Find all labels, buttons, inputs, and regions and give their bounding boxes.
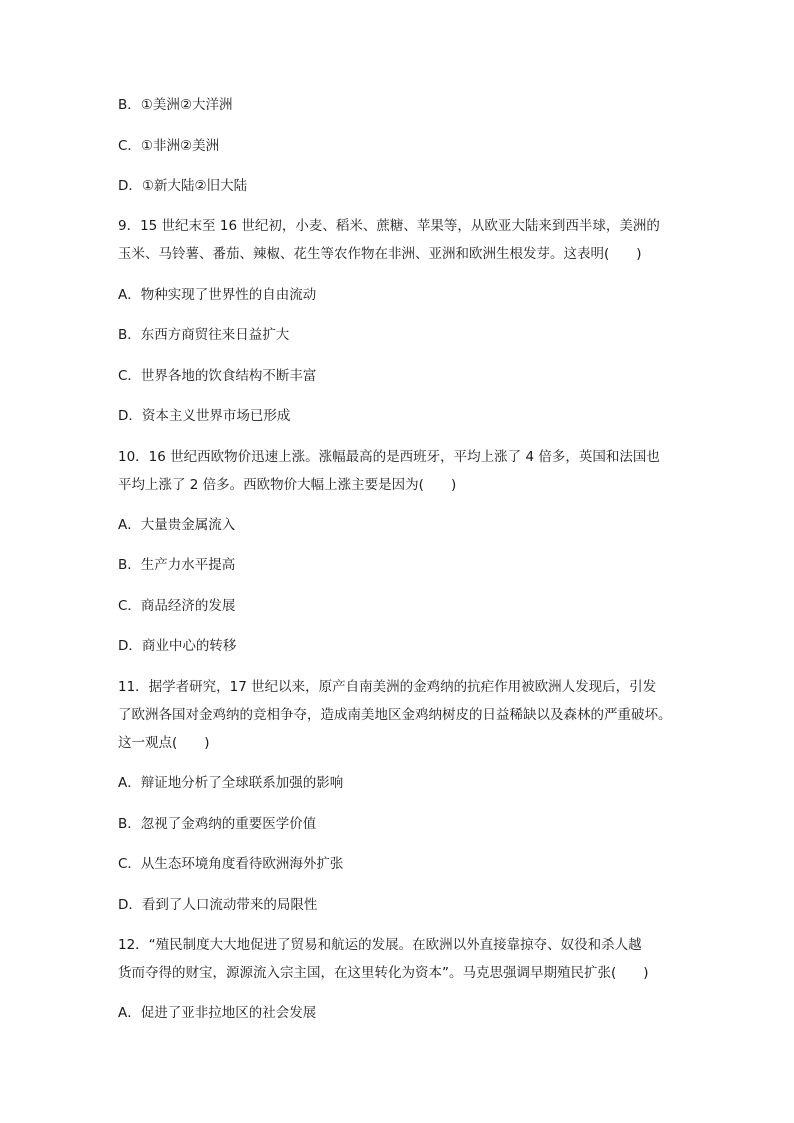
question-11-stem: 了欧洲各国对金鸡纳的竞相争夺，造成南美地区金鸡纳树皮的日益稀缺以及森林的严重破坏。 (118, 707, 672, 723)
option-b: B．①美洲②大洋洲 (118, 97, 233, 113)
question-11-stem: 这一观点( ) (118, 735, 210, 751)
option-c: C．①非洲②美洲 (118, 138, 220, 154)
question-12-option-a: A．促进了亚非拉地区的社会发展 (118, 1005, 317, 1021)
option-d: D．①新大陆②旧大陆 (118, 178, 248, 194)
question-9-stem: 玉米、马铃薯、番茄、辣椒、花生等农作物在非洲、亚洲和欧洲生根发芽。这表明( ) (118, 246, 642, 262)
question-10-option-b: B．生产力水平提高 (118, 557, 236, 573)
question-11-option-c: C．从生态环境角度看待欧洲海外扩张 (118, 856, 344, 872)
question-10-stem: 平均上涨了 2 倍多。西欧物价大幅上涨主要是因为( ) (118, 477, 457, 493)
question-12-stem: 12．“殖民制度大大地促进了贸易和航运的发展。在欧洲以外直接靠掠夺、奴役和杀人越 (118, 937, 642, 953)
question-9-stem: 9．15 世纪末至 16 世纪初，小麦、稻米、蔗糖、苹果等，从欧亚大陆来到西半球，美洲的 (118, 218, 660, 234)
question-11-option-d: D．看到了人口流动带来的局限性 (118, 897, 318, 913)
question-9-option-b: B．东西方商贸往来日益扩大 (118, 327, 290, 343)
question-10-stem: 10．16 世纪西欧物价迅速上涨。涨幅最高的是西班牙，平均上涨了 4 倍多，英国和法国也 (118, 449, 660, 465)
question-9-option-a: A．物种实现了世界性的自由流动 (118, 287, 317, 303)
question-9-option-c: C．世界各地的饮食结构不断丰富 (118, 368, 317, 384)
question-10-option-a: A．大量贵金属流入 (118, 517, 236, 533)
question-10-option-c: C．商品经济的发展 (118, 598, 236, 614)
question-11-option-b: B．忽视了金鸡纳的重要医学价值 (118, 816, 317, 832)
question-10-option-d: D．商业中心的转移 (118, 638, 237, 654)
question-11-stem: 11．据学者研究，17 世纪以来，原产自南美洲的金鸡纳的抗疟作用被欧洲人发现后，引发 (118, 679, 657, 695)
question-12-stem: 货而夺得的财宝，源源流入宗主国，在这里转化为资本”。马克思强调早期殖民扩张( ) (118, 965, 649, 981)
question-11-option-a: A．辩证地分析了全球联系加强的影响 (118, 775, 344, 791)
question-9-option-d: D．资本主义世界市场已形成 (118, 408, 291, 424)
